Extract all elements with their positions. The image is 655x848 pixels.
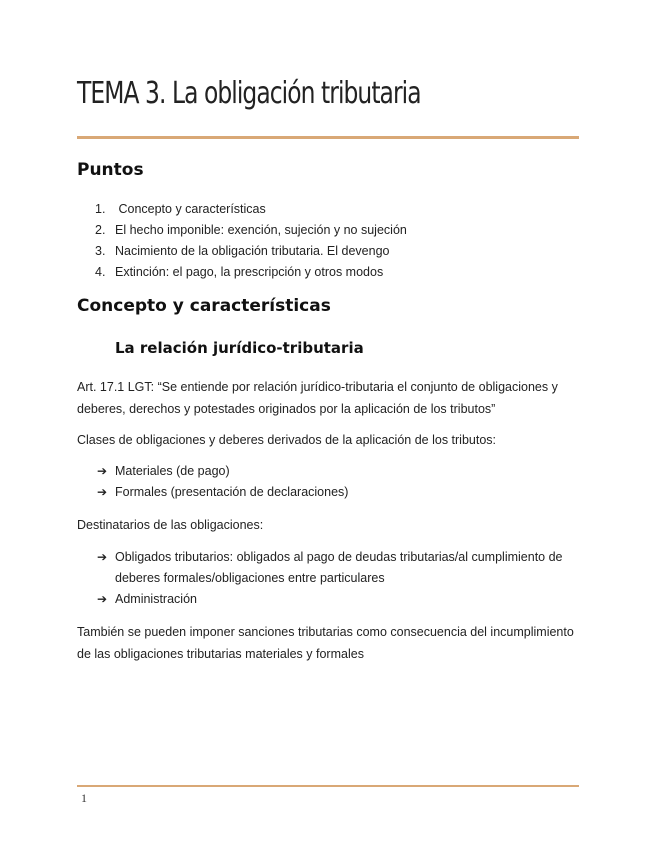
puntos-list [95,199,407,283]
list-item-text: Extinción: el pago, la prescripción y otros modos [115,265,384,279]
list-item [95,262,407,283]
list-item-text: El hecho imponible: exención, sujeción y no sujeción [115,223,407,237]
clases-intro: Clases de obligaciones y deberes derivados de la aplicación de los tributos: [77,433,497,447]
list-number: 1. [95,202,106,216]
list-item [97,547,577,589]
list-number: 2. [95,223,106,237]
section-heading: Concepto y características [77,296,331,316]
footer-divider [77,785,579,787]
list-item [97,482,577,503]
list-number: 4. [95,265,106,279]
list-item [95,220,407,241]
arrow-bullet-icon: ➔ [97,485,108,499]
destinatarios-list [97,547,577,610]
arrow-bullet-icon: ➔ [97,464,108,478]
arrow-bullet-icon: ➔ [97,592,108,606]
title-divider [77,136,579,139]
clases-list [97,461,577,503]
article-paragraph: Art. 17.1 LGT: “Se entiende por relación jurídico-tributaria el conjunto de obligaciones y deberes, derechos y potestades originados por la aplicación de los tributos” [77,380,558,416]
list-item-text: Formales (presentación de declaraciones) [115,485,349,499]
puntos-heading: Puntos [77,160,144,180]
destinatarios-intro: Destinatarios de las obligaciones: [77,518,264,532]
list-item-text: Nacimiento de la obligación tributaria. El devengo [115,244,390,258]
page-number: 1 [81,791,87,805]
list-item-text: Obligados tributarios: obligados al pago de deudas tributarias/al cumplimiento de deberes formales/obligaciones entre particulares [115,550,563,585]
sanciones-paragraph: También se pueden imponer sanciones tributarias como consecuencia del incumplimiento de las obligaciones tributarias materiales y formales [77,625,574,661]
page-title: TEMA 3. La obligación tributaria [77,76,421,111]
list-item-text: Materiales (de pago) [115,464,230,478]
subsection-heading: La relación jurídico-tributaria [115,339,364,357]
list-item [97,461,577,482]
list-number: 3. [95,244,106,258]
list-item-text: Administración [115,592,197,606]
list-item [95,241,407,262]
list-item [97,589,577,610]
arrow-bullet-icon: ➔ [97,550,108,564]
list-item-text: Concepto y características [115,202,266,216]
list-item [95,199,407,220]
